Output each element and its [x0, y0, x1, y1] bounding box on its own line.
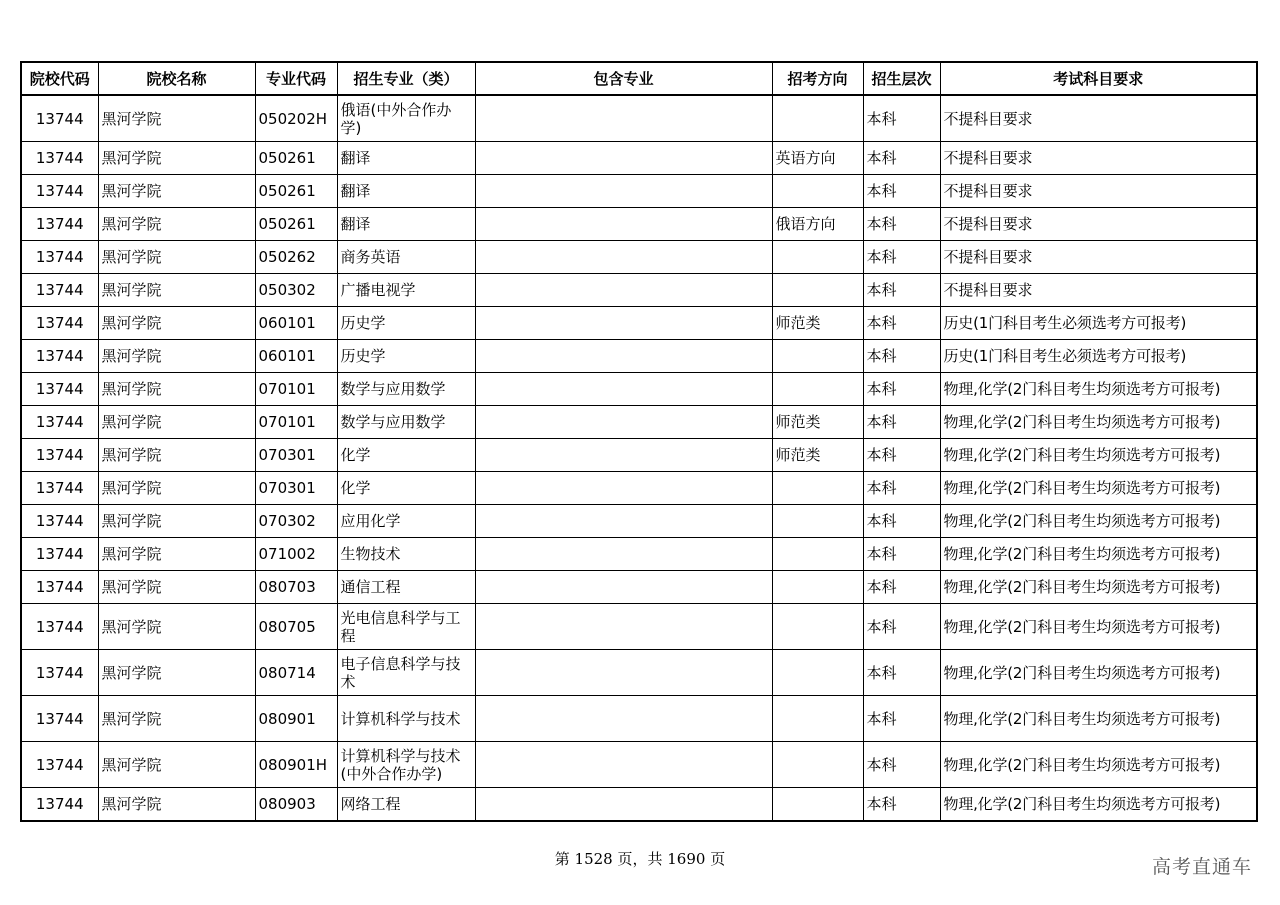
school-name-cell: 黑河学院	[98, 571, 255, 604]
table-row	[21, 472, 1257, 505]
included-majors-cell	[475, 505, 772, 538]
page-number: 第 1528 页，共 1690 页	[554, 850, 726, 868]
direction-cell	[772, 175, 863, 208]
school-code-cell: 13744	[21, 696, 98, 742]
school-name-cell: 黑河学院	[98, 340, 255, 373]
major-cell: 电子信息科学与技术	[337, 650, 475, 696]
included-majors-cell	[475, 406, 772, 439]
major-code-cell: 070101	[255, 406, 337, 439]
table-row	[21, 175, 1257, 208]
major-code-cell: 080901H	[255, 742, 337, 788]
school-code-cell: 13744	[21, 472, 98, 505]
level-cell: 本科	[863, 142, 940, 175]
school-name-cell: 黑河学院	[98, 142, 255, 175]
major-code-cell: 080903	[255, 788, 337, 822]
major-cell: 化学	[337, 472, 475, 505]
requirement-cell: 物理,化学(2门科目考生均须选考方可报考)	[940, 742, 1257, 788]
included-majors-cell	[475, 274, 772, 307]
included-majors-cell	[475, 175, 772, 208]
direction-cell: 英语方向	[772, 142, 863, 175]
level-cell: 本科	[863, 340, 940, 373]
table-row	[21, 538, 1257, 571]
level-cell: 本科	[863, 95, 940, 142]
major-code-cell: 070101	[255, 373, 337, 406]
major-cell: 通信工程	[337, 571, 475, 604]
school-code-cell: 13744	[21, 538, 98, 571]
major-code-cell: 071002	[255, 538, 337, 571]
major-code-cell: 060101	[255, 307, 337, 340]
school-code-cell: 13744	[21, 439, 98, 472]
school-code-cell: 13744	[21, 650, 98, 696]
table-row	[21, 742, 1257, 788]
major-cell: 计算机科学与技术	[337, 696, 475, 742]
major-code-cell: 050302	[255, 274, 337, 307]
table-row	[21, 505, 1257, 538]
major-cell: 化学	[337, 439, 475, 472]
requirement-cell: 不提科目要求	[940, 274, 1257, 307]
included-majors-cell	[475, 95, 772, 142]
major-cell: 生物技术	[337, 538, 475, 571]
header-direction: 招考方向	[772, 62, 863, 95]
school-code-cell: 13744	[21, 742, 98, 788]
major-code-cell: 080901	[255, 696, 337, 742]
school-name-cell: 黑河学院	[98, 505, 255, 538]
major-code-cell: 080703	[255, 571, 337, 604]
school-code-cell: 13744	[21, 95, 98, 142]
direction-cell	[772, 604, 863, 650]
requirement-cell: 历史(1门科目考生必须选考方可报考)	[940, 340, 1257, 373]
direction-cell	[772, 571, 863, 604]
included-majors-cell	[475, 788, 772, 822]
included-majors-cell	[475, 241, 772, 274]
major-cell: 数学与应用数学	[337, 373, 475, 406]
school-code-cell: 13744	[21, 274, 98, 307]
included-majors-cell	[475, 571, 772, 604]
school-code-cell: 13744	[21, 307, 98, 340]
major-code-cell: 070301	[255, 439, 337, 472]
school-name-cell: 黑河学院	[98, 373, 255, 406]
requirement-cell: 历史(1门科目考生必须选考方可报考)	[940, 307, 1257, 340]
major-code-cell: 050202H	[255, 95, 337, 142]
school-name-cell: 黑河学院	[98, 406, 255, 439]
school-name-cell: 黑河学院	[98, 175, 255, 208]
school-name-cell: 黑河学院	[98, 472, 255, 505]
table-header	[21, 62, 1257, 95]
header-included-majors: 包含专业	[475, 62, 772, 95]
table-body	[21, 95, 1257, 821]
school-code-cell: 13744	[21, 505, 98, 538]
header-requirement: 考试科目要求	[940, 62, 1257, 95]
school-code-cell: 13744	[21, 142, 98, 175]
header-major: 招生专业（类）	[337, 62, 475, 95]
level-cell: 本科	[863, 650, 940, 696]
major-cell: 历史学	[337, 340, 475, 373]
major-code-cell: 050262	[255, 241, 337, 274]
school-name-cell: 黑河学院	[98, 742, 255, 788]
requirement-cell: 物理,化学(2门科目考生均须选考方可报考)	[940, 406, 1257, 439]
school-code-cell: 13744	[21, 604, 98, 650]
major-code-cell: 070302	[255, 505, 337, 538]
level-cell: 本科	[863, 439, 940, 472]
major-cell: 翻译	[337, 175, 475, 208]
requirement-cell: 不提科目要求	[940, 142, 1257, 175]
school-name-cell: 黑河学院	[98, 95, 255, 142]
admissions-table	[20, 61, 1258, 822]
included-majors-cell	[475, 604, 772, 650]
level-cell: 本科	[863, 241, 940, 274]
direction-cell	[772, 788, 863, 822]
school-code-cell: 13744	[21, 208, 98, 241]
header-major-code: 专业代码	[255, 62, 337, 95]
level-cell: 本科	[863, 307, 940, 340]
level-cell: 本科	[863, 604, 940, 650]
level-cell: 本科	[863, 472, 940, 505]
major-cell: 翻译	[337, 208, 475, 241]
level-cell: 本科	[863, 696, 940, 742]
level-cell: 本科	[863, 208, 940, 241]
included-majors-cell	[475, 696, 772, 742]
school-name-cell: 黑河学院	[98, 604, 255, 650]
requirement-cell: 物理,化学(2门科目考生均须选考方可报考)	[940, 604, 1257, 650]
major-cell: 光电信息科学与工程	[337, 604, 475, 650]
requirement-cell: 物理,化学(2门科目考生均须选考方可报考)	[940, 538, 1257, 571]
school-name-cell: 黑河学院	[98, 650, 255, 696]
included-majors-cell	[475, 742, 772, 788]
major-code-cell: 050261	[255, 142, 337, 175]
major-code-cell: 060101	[255, 340, 337, 373]
school-name-cell: 黑河学院	[98, 538, 255, 571]
school-name-cell: 黑河学院	[98, 788, 255, 822]
school-code-cell: 13744	[21, 241, 98, 274]
major-code-cell: 050261	[255, 175, 337, 208]
school-code-cell: 13744	[21, 175, 98, 208]
direction-cell	[772, 274, 863, 307]
requirement-cell: 物理,化学(2门科目考生均须选考方可报考)	[940, 788, 1257, 822]
major-code-cell: 080705	[255, 604, 337, 650]
major-cell: 网络工程	[337, 788, 475, 822]
major-code-cell: 080714	[255, 650, 337, 696]
school-name-cell: 黑河学院	[98, 274, 255, 307]
level-cell: 本科	[863, 274, 940, 307]
major-cell: 俄语(中外合作办学)	[337, 95, 475, 142]
requirement-cell: 不提科目要求	[940, 95, 1257, 142]
requirement-cell: 物理,化学(2门科目考生均须选考方可报考)	[940, 472, 1257, 505]
major-cell: 数学与应用数学	[337, 406, 475, 439]
table-row	[21, 406, 1257, 439]
major-cell: 历史学	[337, 307, 475, 340]
table-row	[21, 439, 1257, 472]
requirement-cell: 物理,化学(2门科目考生均须选考方可报考)	[940, 650, 1257, 696]
included-majors-cell	[475, 650, 772, 696]
header-school-code: 院校代码	[21, 62, 98, 95]
table-row	[21, 373, 1257, 406]
direction-cell	[772, 241, 863, 274]
requirement-cell: 不提科目要求	[940, 208, 1257, 241]
included-majors-cell	[475, 307, 772, 340]
header-row	[21, 62, 1257, 95]
school-name-cell: 黑河学院	[98, 439, 255, 472]
school-name-cell: 黑河学院	[98, 696, 255, 742]
level-cell: 本科	[863, 373, 940, 406]
major-cell: 翻译	[337, 142, 475, 175]
direction-cell: 俄语方向	[772, 208, 863, 241]
table-row	[21, 95, 1257, 142]
school-code-cell: 13744	[21, 340, 98, 373]
included-majors-cell	[475, 340, 772, 373]
included-majors-cell	[475, 373, 772, 406]
major-code-cell: 070301	[255, 472, 337, 505]
included-majors-cell	[475, 208, 772, 241]
table-row	[21, 340, 1257, 373]
table-row	[21, 241, 1257, 274]
level-cell: 本科	[863, 788, 940, 822]
school-name-cell: 黑河学院	[98, 208, 255, 241]
table-row	[21, 650, 1257, 696]
school-code-cell: 13744	[21, 788, 98, 822]
included-majors-cell	[475, 472, 772, 505]
school-code-cell: 13744	[21, 571, 98, 604]
level-cell: 本科	[863, 505, 940, 538]
requirement-cell: 不提科目要求	[940, 175, 1257, 208]
requirement-cell: 物理,化学(2门科目考生均须选考方可报考)	[940, 505, 1257, 538]
major-cell: 广播电视学	[337, 274, 475, 307]
school-code-cell: 13744	[21, 406, 98, 439]
school-code-cell: 13744	[21, 373, 98, 406]
direction-cell	[772, 742, 863, 788]
requirement-cell: 物理,化学(2门科目考生均须选考方可报考)	[940, 439, 1257, 472]
table-row	[21, 208, 1257, 241]
table-row	[21, 274, 1257, 307]
level-cell: 本科	[863, 175, 940, 208]
included-majors-cell	[475, 538, 772, 571]
watermark: 高考直通车	[1151, 856, 1252, 878]
direction-cell	[772, 650, 863, 696]
major-cell: 计算机科学与技术(中外合作办学)	[337, 742, 475, 788]
direction-cell	[772, 340, 863, 373]
direction-cell	[772, 95, 863, 142]
table-row	[21, 142, 1257, 175]
requirement-cell: 物理,化学(2门科目考生均须选考方可报考)	[940, 373, 1257, 406]
table-row	[21, 696, 1257, 742]
major-cell: 商务英语	[337, 241, 475, 274]
school-name-cell: 黑河学院	[98, 307, 255, 340]
requirement-cell: 物理,化学(2门科目考生均须选考方可报考)	[940, 571, 1257, 604]
included-majors-cell	[475, 439, 772, 472]
level-cell: 本科	[863, 406, 940, 439]
school-name-cell: 黑河学院	[98, 241, 255, 274]
direction-cell	[772, 472, 863, 505]
direction-cell	[772, 373, 863, 406]
header-level: 招生层次	[863, 62, 940, 95]
table-row	[21, 604, 1257, 650]
included-majors-cell	[475, 142, 772, 175]
requirement-cell: 不提科目要求	[940, 241, 1257, 274]
direction-cell	[772, 538, 863, 571]
direction-cell: 师范类	[772, 406, 863, 439]
table-row	[21, 571, 1257, 604]
direction-cell: 师范类	[772, 439, 863, 472]
direction-cell: 师范类	[772, 307, 863, 340]
direction-cell	[772, 696, 863, 742]
level-cell: 本科	[863, 742, 940, 788]
header-school-name: 院校名称	[98, 62, 255, 95]
table-row	[21, 788, 1257, 822]
major-code-cell: 050261	[255, 208, 337, 241]
table-row	[21, 307, 1257, 340]
requirement-cell: 物理,化学(2门科目考生均须选考方可报考)	[940, 696, 1257, 742]
level-cell: 本科	[863, 571, 940, 604]
major-cell: 应用化学	[337, 505, 475, 538]
level-cell: 本科	[863, 538, 940, 571]
direction-cell	[772, 505, 863, 538]
